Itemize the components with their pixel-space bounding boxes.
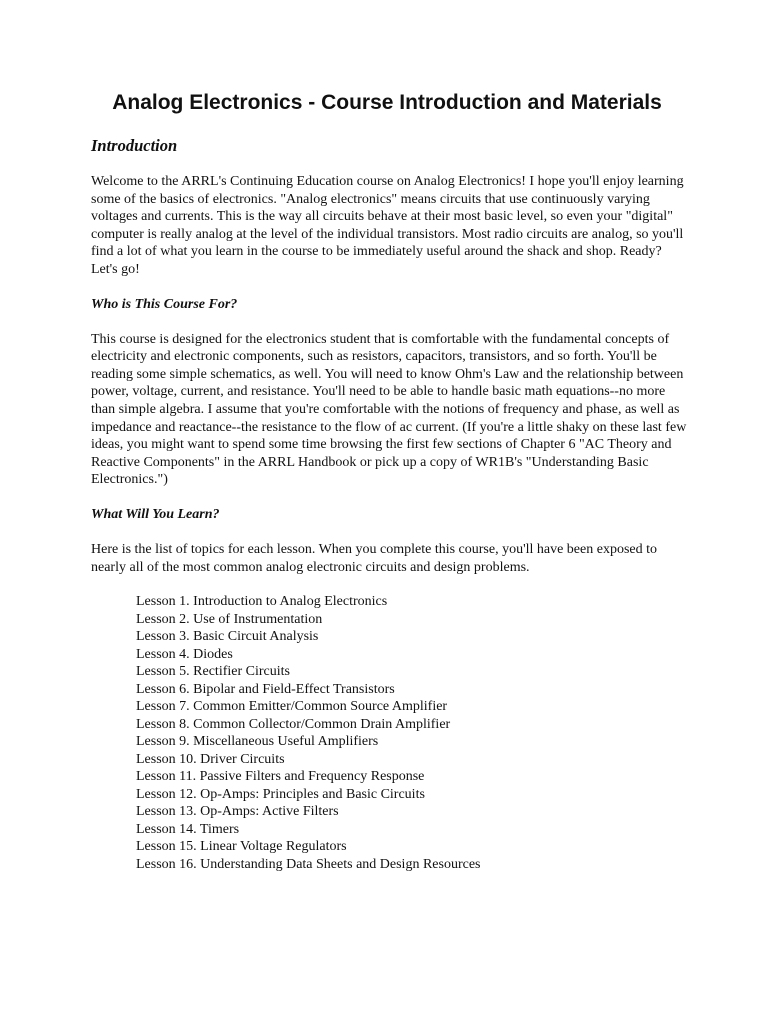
lesson-item: Lesson 2. Use of Instrumentation [136,611,323,627]
lesson-item: Lesson 3. Basic Circuit Analysis [136,629,319,645]
section-heading-introduction: Introduction [91,136,178,155]
lesson-item: Lesson 6. Bipolar and Field-Effect Transistors [136,681,395,697]
lesson-item: Lesson 15. Linear Voltage Regulators [136,839,347,855]
lesson-item: Lesson 4. Diodes [136,646,233,662]
learn-paragraph: Here is the list of topics for each lesson. When you complete this course, you'll have been exposed to nearly all of the most common analog electronic circuits and design problems. [91,541,658,575]
lesson-item: Lesson 11. Passive Filters and Frequency Response [136,769,425,785]
lesson-list [91,593,691,873]
lesson-item: Lesson 8. Common Collector/Common Drain Amplifier [136,716,451,732]
lesson-item: Lesson 14. Timers [136,821,240,837]
audience-paragraph: This course is designed for the electronics student that is comfortable with the fundamental concepts of electricity and electronic components, such as resistors, capacitors, transistors, and so forth. You'll be reading some simple schematics, as well. You will need to know Ohm's Law and the relationship between power, voltage, current, and resistance. You'll need to be able to handle basic math equations--no more than simple algebra. I assume that you're comfortable with the notions of frequency and phase, as well as impedance and reactance--the resistance to the flow of ac current. (If you're a little shaky on these last few ideas, you might want to spend some time browsing the first few sections of Chapter 6 "AC Theory and Reactive Components" in the ARRL Handbook or pick up a copy of WR1B's "Understanding Basic Electronics.") [91,331,687,488]
section-heading-learn: What Will You Learn? [91,506,220,522]
lesson-item: Lesson 13. Op-Amps: Active Filters [136,804,339,820]
lesson-item: Lesson 9. Miscellaneous Useful Amplifiers [136,734,379,750]
lesson-item: Lesson 7. Common Emitter/Common Source Amplifier [136,699,448,715]
lesson-item: Lesson 10. Driver Circuits [136,751,285,767]
lesson-item: Lesson 1. Introduction to Analog Electronics [136,594,388,610]
introduction-paragraph: Welcome to the ARRL's Continuing Education course on Analog Electronics! I hope you'll enjoy learning some of the basics of electronics. "Analog electronics" means circuits that use continuously varying voltages and currents. This is the way all circuits behave at their most basic level, so even your "digital" computer is really analog at the level of the individual transistors. Most radio circuits are analog, so you'll find a lot of what you learn in the course to be immediately useful around the shack and shop. Ready? Let's go! [91,174,684,277]
lesson-item: Lesson 12. Op-Amps: Principles and Basic Circuits [136,786,425,802]
section-heading-audience: Who is This Course For? [91,296,238,312]
document-page [91,90,691,873]
document-title: Analog Electronics - Course Introduction and Materials [112,91,662,114]
lesson-item: Lesson 16. Understanding Data Sheets and Design Resources [136,856,481,872]
lesson-item: Lesson 5. Rectifier Circuits [136,664,290,680]
